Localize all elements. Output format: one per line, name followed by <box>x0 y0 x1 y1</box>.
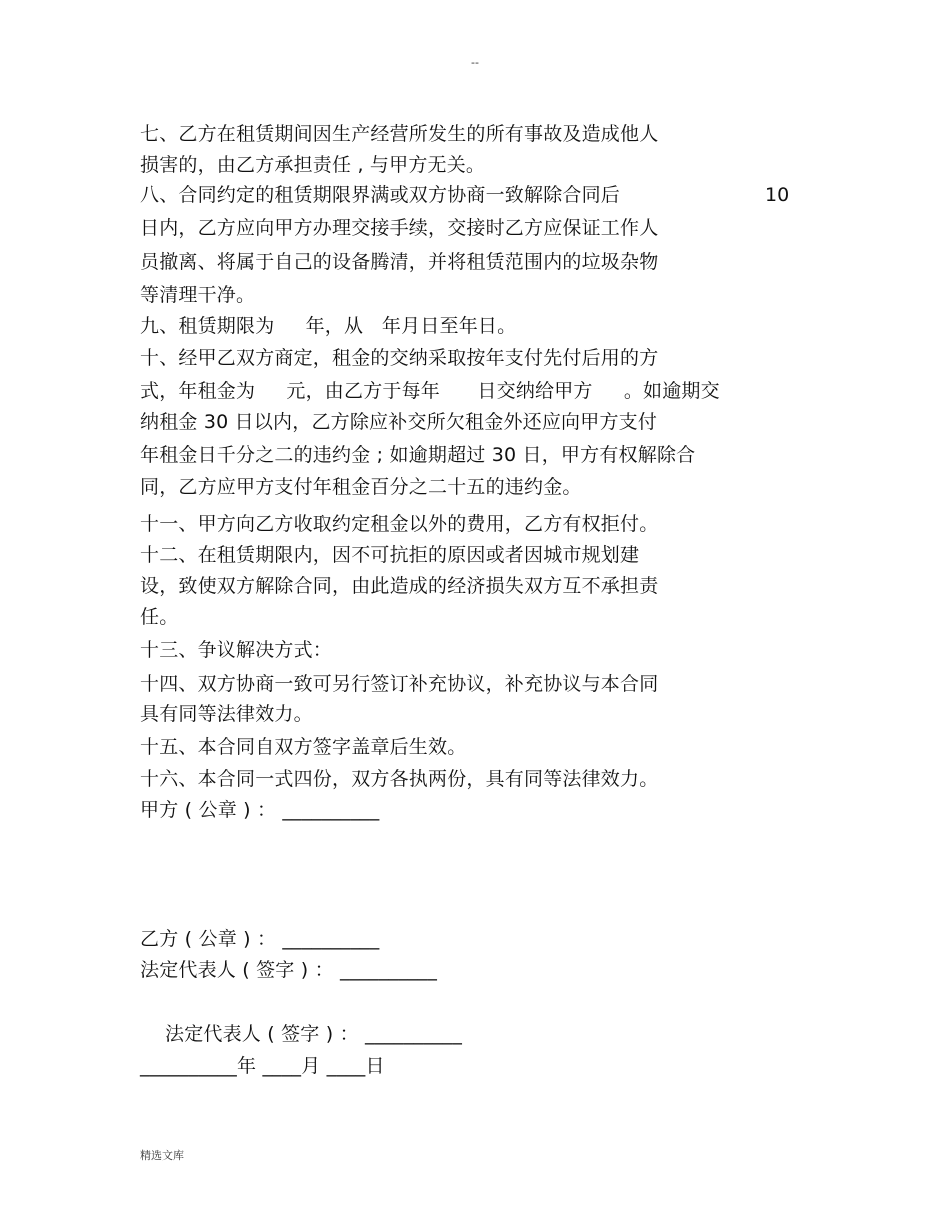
clause-11: 十一、甲方向乙方收取约定租金以外的费用，乙方有权拒付。 <box>140 513 659 535</box>
clause-8-line-1: 八、合同约定的租赁期限界满或双方协商一致解除合同后 <box>140 184 621 206</box>
clause-14-line-2: 具有同等法律效力。 <box>140 703 313 725</box>
page-footer: 精选文库 <box>140 1149 184 1162</box>
clause-9: 九、租赁期限为 年，从 年月日至年日。 <box>140 315 517 337</box>
clause-13: 十三、争议解决方式： <box>140 639 333 661</box>
clause-10-line-5: 同，乙方应甲方支付年租金百分之二十五的违约金。 <box>140 476 582 498</box>
clause-15: 十五、本合同自双方签字盖章后生效。 <box>140 736 467 758</box>
signature-date-line: __________年 ____月 ____日 <box>140 1055 385 1077</box>
legal-rep-signature-2: 法定代表人 ( 签字 ) ： __________ <box>165 1023 463 1045</box>
clause-10-line-4: 年租金日千分之二的违约金 ; 如逾期超过 30 日，甲方有权解除合 <box>140 444 696 466</box>
clause-7-line-2: 损害的，由乙方承担责任 , 与甲方无关。 <box>140 154 486 176</box>
clause-8-line-3: 员撤离、将属于自己的设备腾清，并将租赁范围内的垃圾杂物 <box>140 251 659 273</box>
clause-10-line-3: 纳租金 30 日以内，乙方除应补交所欠租金外还应向甲方支付 <box>140 411 658 433</box>
clause-8-line-4: 等清理干净。 <box>140 284 256 306</box>
clause-10-line-2: 式，年租金为 元，由乙方于每年 日交纳给甲方 。如逾期交 <box>140 380 720 402</box>
party-b-seal-line: 乙方 ( 公章 ) ： __________ <box>140 928 380 950</box>
clause-14-line-1: 十四、双方协商一致可另行签订补充协议，补充协议与本合同 <box>140 673 659 695</box>
clause-7-line-1: 七、乙方在租赁期间因生产经营所发生的所有事故及造成他人 <box>140 123 659 145</box>
clause-8-line-2: 日内，乙方应向甲方办理交接手续，交接时乙方应保证工作人 <box>140 217 659 239</box>
clause-16: 十六、本合同一式四份，双方各执两份，具有同等法律效力。 <box>140 768 659 790</box>
clause-12-line-3: 任。 <box>140 606 179 628</box>
legal-rep-signature-1: 法定代表人 ( 签字 ) ： __________ <box>140 959 438 981</box>
clause-12-line-1: 十二、在租赁期限内，因不可抗拒的原因或者因城市规划建 <box>140 544 640 566</box>
clause-8-days-number: 10 <box>765 184 790 206</box>
page-header-mark: -- <box>471 56 479 69</box>
clause-12-line-2: 设，致使双方解除合同，由此造成的经济损失双方互不承担责 <box>140 575 659 597</box>
party-a-seal-line: 甲方 ( 公章 ) ： __________ <box>140 799 380 821</box>
clause-10-line-1: 十、经甲乙双方商定，租金的交纳采取按年支付先付后用的方 <box>140 347 659 369</box>
